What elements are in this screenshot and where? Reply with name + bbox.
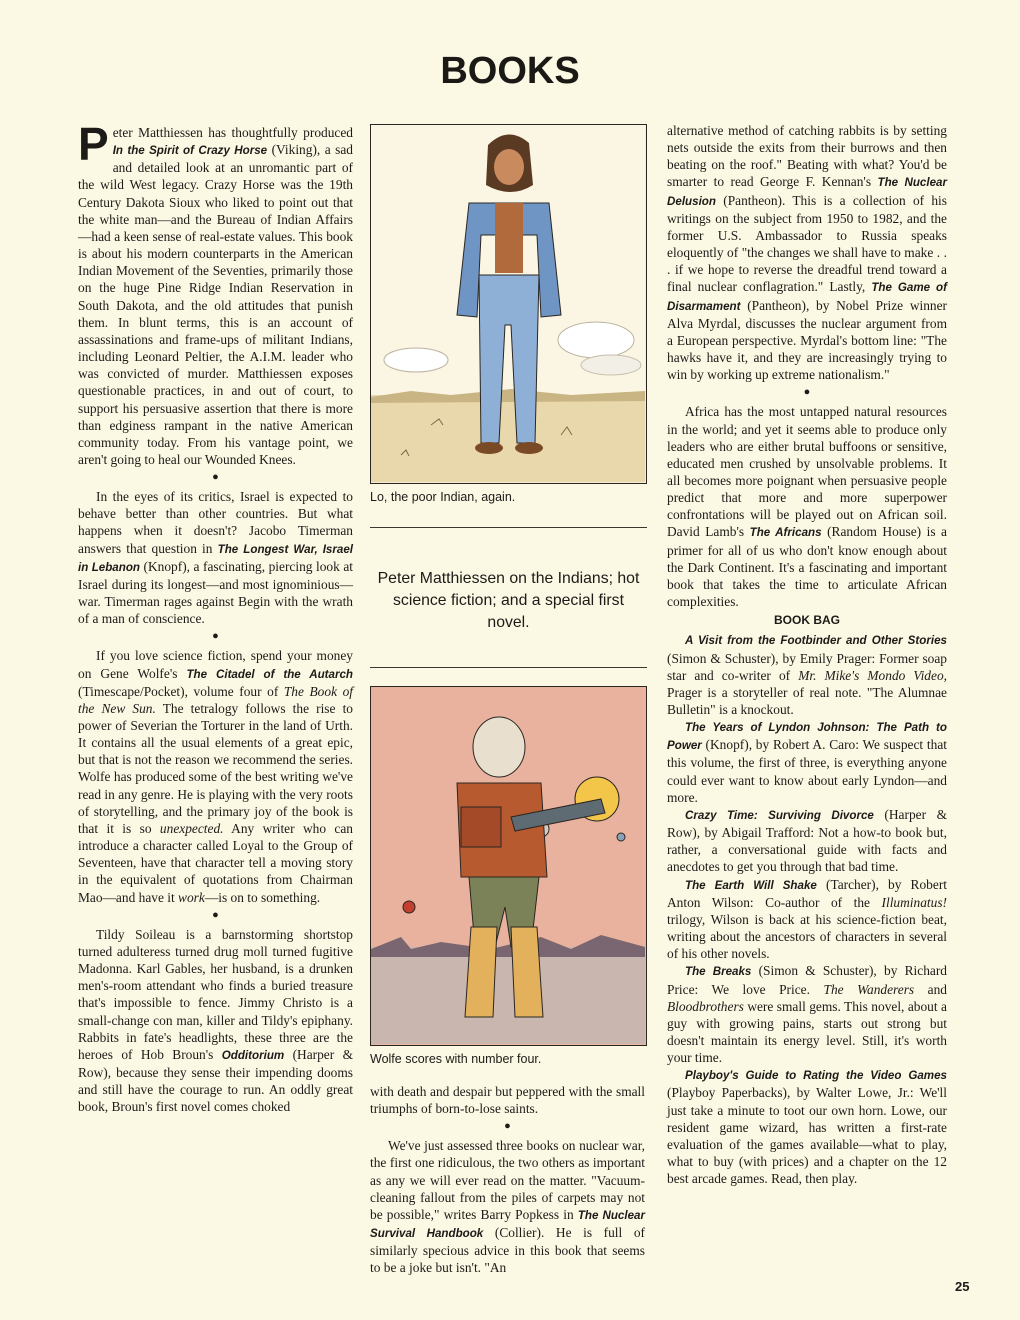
section-bullet: ● (212, 908, 219, 921)
caption-indian: Lo, the poor Indian, again. (370, 490, 516, 504)
paragraph-kennan: alternative method of catching rabbits is by setting nets outside the exits from their burrows and then beating on the roof." Beating with what? You'd be smarter to read George F. Kennan's The Nuclear Delusion (Pantheon). This is a collection of his writings on the subject from 1950 to 1982, and the former U.S. Ambassador to Russia speaks eloquently of "the changes we shall have to make . . . if we hope to reverse the dreadful trend toward a final nuclear conflagration." Lastly, The Game of Disarmament (Pantheon), by Nobel Prize winner Alva Myrdal, discusses the nuclear argument from a European perspective. Myrdal's bottom line: "The hawks have it, and they are increasingly trying to win by working up extreme nationalism." (667, 123, 947, 383)
book-title: The Citadel of the Autarch (186, 667, 354, 681)
page-number: 25 (955, 1279, 970, 1294)
drop-cap: P (78, 118, 109, 170)
bookbag-entry: A Visit from the Footbinder and Other Stories (Simon & Schuster), by Emily Prager: Former soap star and co-writer of Mr. Mike's Mondo Video, Prager is a storyteller of real note. "The Alumnae Bulletin" is a knockout. (667, 634, 947, 717)
bookbag-entry: The Earth Will Shake (Tarcher), by Robert Anton Wilson: Co-author of the Illuminatus! trilogy, Wilson is back at his science-fiction beat, writing about the ancestors of characters in several of his other novels. (667, 876, 947, 962)
illustration-indian (370, 124, 647, 484)
book-title: The Game of Disarmament (667, 281, 947, 313)
book-title: The Earth Will Shake (685, 878, 817, 892)
paragraph-nuclear: We've just assessed three books on nuclear war, the first one ridiculous, the two others as important as any we will ever read on the matter. "Vacuum-cleaning fallout from the piles of carpets may not be possible," writes Barry Popkess in The Nuclear Survival Handbook (Collier). He is full of similarly specious advice in this book that seems to be a joke but isn't. "An (370, 1138, 645, 1276)
book-title: The Africans (749, 526, 822, 540)
paragraph-timerman: In the eyes of its critics, Israel is expected to behave better than other countries. But what happens when it doesn't? Jacobo Timerman answers that question in The Longest War, Israel in Lebanon (Knopf), a fascinating, piercing look at Israel during its longest—and most ignominious—war. Timerman rages against Begin with the wrath of a man of conscience. (78, 489, 353, 627)
book-title: A Visit from the Footbinder and Other Stories (685, 634, 947, 648)
illustration-spaceman (370, 686, 647, 1046)
bookbag-entry: Crazy Time: Surviving Divorce (Harper & Row), by Abigail Trafford: Not a how-to book but, rather, a conversational guide with facts and anecdotes to get you through that bad time. (667, 806, 947, 875)
book-title: The Longest War, Israel in Lebanon (78, 542, 353, 574)
column-2-text (370, 1083, 645, 1277)
section-bullet: ● (504, 1120, 511, 1133)
section-bullet: ● (212, 471, 219, 484)
bookbag-entry: The Years of Lyndon Johnson: The Path to Power (Knopf), by Robert A. Caro: We suspect that this volume, the first of three, is everything anyone could ever want to know about early Lyndon—and more. (667, 721, 947, 805)
book-title: In the Spirit of Crazy Horse (112, 144, 268, 158)
divider-bottom (370, 667, 647, 668)
paragraph-matthiessen: Peter Matthiessen has thoughtfully produced In the Spirit of Crazy Horse (Viking), a sad and detailed look at an unromantic part of the wild West legacy. Crazy Horse was the 19th Century Dakota Sioux who liked to point out that the white man—and the Bureau of Indian Affairs—had a keen sense of real-estate values. This book is about his modern counterparts in the American Indian Movement of the Seventies, primarily those on the huge Pine Ridge Indian Reservation in South Dakota, and the old attitudes that punish them. In blunt terms, this is an account of assassinations and frame-ups of militant Indians, including Leonard Peltier, the A.I.M. leader who was convicted of murder. Matthiessen exposes questionable practices, in and out of court, to support his persuasive assertion that there is more than edginess rampant in the native American community today. From his vantage point, we aren't going to heal our Wounded Knees. (78, 118, 353, 467)
bookbag-entry: Playboy's Guide to Rating the Video Games (Playboy Paperbacks), by Walter Lowe, Jr.: We'll just take a minute to toot our own horn. Lowe, our resident game wizard, has written a first-rate evaluation of the games available—what to play, what to buy (with prices) and a chapter on the 12 best arcade games. Read, then play. (667, 1069, 947, 1187)
pull-quote: Peter Matthiessen on the Indians; hot science fiction; and a special first novel. (377, 570, 640, 631)
caption-spaceman: Wolfe scores with number four. (370, 1052, 542, 1066)
book-title: The Breaks (685, 965, 752, 979)
paragraph-broun: Tildy Soileau is a barnstorming shortstop turned adulteress turned drug moll turned fugitive Madonna. Karl Gables, her husband, is a drunken men's-room attendant who finds a buried treasure that's impossible to fence. Jimmy Christo is a small-change con man, killer and Tildy's epiphany. Rabbits in fate's headlights, these three are the heroes of Hob Broun's Odditorium (Harper & Row), because they sense their impending dooms and still have the courage to run. An oddly great book, Broun's first novel comes choked (78, 926, 353, 1115)
space-warrior-illustration (371, 687, 645, 1044)
man-in-denim-illustration (371, 125, 645, 482)
section-bullet: ● (803, 386, 811, 399)
divider-top (370, 527, 647, 528)
column-1 (78, 118, 354, 1115)
bookbag-entry: The Breaks (Simon & Schuster), by Richard Price: We love Price. The Wanderers and Bloodbrothers were small gems. This novel, about a guy with growing pains, starts out strong but doesn't maintain its energy level. Still, it's worth your time. (667, 963, 947, 1066)
section-bullet: ● (212, 630, 219, 643)
paragraph-continued: with death and despair but peppered with the small triumphs of born-to-lose saints. (370, 1084, 645, 1117)
book-title: The Years of Lyndon Johnson: The Path to Power (667, 721, 947, 753)
book-title: The Nuclear Survival Handbook (370, 1208, 645, 1241)
book-title: The Nuclear Delusion (667, 176, 947, 208)
book-title: Odditorium (221, 1048, 285, 1062)
book-title: Crazy Time: Surviving Divorce (685, 808, 874, 822)
page-title: BOOKS (440, 50, 580, 92)
paragraph-wolfe: If you love science fiction, spend your money on Gene Wolfe's The Citadel of the Autarch (Timescape/Pocket), volume four of The Book of the New Sun. The tetralogy follows the rise to power of Severian the Torturer in the land of Urth. It contains all the usual elements of a great epic, but that is not the reason we recommend the series. Wolfe has produced some of the best writing we've read in any genre. He is playing with the very roots of storytelling, and the primary joy of the book is that it is so unexpected. Any writer who can introduce a character called Loyal to the Group of Seventeen, have that character tell a moving story in the equivalent of quotations from Chairman Mao—and have it work—is on to something. (78, 648, 354, 905)
column-3 (667, 122, 947, 1187)
book-bag-heading: BOOK BAG (774, 613, 840, 628)
book-title: Playboy's Guide to Rating the Video Games (685, 1069, 947, 1083)
paragraph-africa: Africa has the most untapped natural resources in the world; and yet it seems able to produce only leaders who are either brutal buffoons or sensitive, educated men crushed by unsolvable problems. It all becomes more poignant when persuasive people predict that more and more superpower confrontations will be played out on African soil. David Lamb's The Africans (Random House) is a primer for all of us who don't know enough about the Dark Continent. It's a fascinating and important book that takes the time to articulate African complexities. (667, 404, 948, 610)
